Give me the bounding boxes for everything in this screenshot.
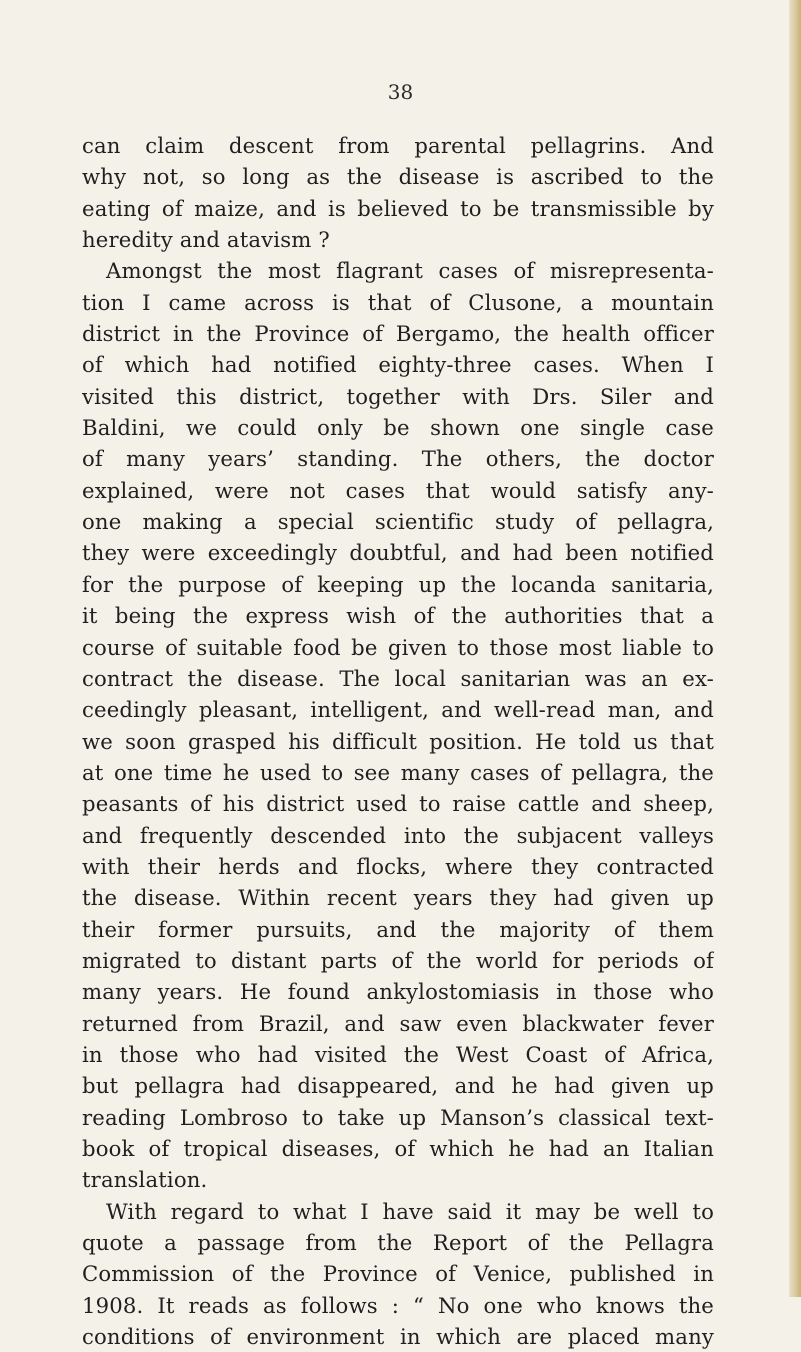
text-line: in those who had visited the West Coast of Africa,	[82, 1041, 714, 1067]
text-line: at one time he used to see many cases of pellagra, the	[82, 759, 714, 785]
text-line: district in the Province of Bergamo, the health officer	[82, 321, 714, 347]
text-line: but pellagra had disappeared, and he had given up	[82, 1073, 714, 1099]
text-line: contract the disease. The local sanitarian was an ex-	[82, 665, 714, 691]
text-line: can claim descent from parental pellagrins. And	[82, 133, 714, 158]
text-line: migrated to distant parts of the world for periods of	[82, 947, 714, 973]
page-number: 38	[387, 80, 414, 104]
text-line: conditions of environment in which are placed many	[82, 1324, 714, 1350]
text-line: returned from Brazil, and saw even blackwater fever	[82, 1010, 714, 1036]
text-line: their former pursuits, and the majority of them	[82, 916, 714, 942]
text-line: explained, were not cases that would satisfy any-	[82, 477, 714, 503]
text-line: reading Lombroso to take up Manson’s classical text-	[82, 1104, 714, 1130]
text-line: Baldini, we could only be shown one single case	[82, 415, 714, 441]
text-line: Commission of the Province of Venice, published in	[82, 1261, 714, 1287]
text-line: the disease. Within recent years they had given up	[82, 885, 714, 911]
body-text	[82, 130, 714, 1352]
text-line: Amongst the most flagrant cases of misrepresenta-	[106, 258, 714, 284]
text-line: 1908. It reads as follows : “ No one who knows the	[82, 1292, 714, 1318]
text-line: why not, so long as the disease is ascribed to the	[82, 164, 714, 190]
text-line: heredity and atavism ?	[82, 227, 330, 253]
text-line: we soon grasped his difficult position. He told us that	[82, 728, 714, 754]
text-line: for the purpose of keeping up the locanda sanitaria,	[82, 571, 714, 597]
text-line: eating of maize, and is believed to be transmissible by	[82, 195, 714, 221]
text-line: ceedingly pleasant, intelligent, and well-read man, and	[82, 697, 714, 723]
text-line: with their herds and flocks, where they contracted	[82, 853, 714, 879]
text-line: visited this district, together with Drs. Siler and	[82, 383, 714, 409]
page-edge	[789, 0, 801, 1297]
text-line: one making a special scientific study of pellagra,	[82, 509, 714, 535]
text-line: many years. He found ankylostomiasis in those who	[82, 979, 714, 1005]
text-line: they were exceedingly doubtful, and had been notified	[82, 540, 714, 566]
text-line: quote a passage from the Report of the Pellagra	[82, 1230, 714, 1256]
text-line: of many years’ standing. The others, the doctor	[82, 446, 714, 472]
text-line: peasants of his district used to raise cattle and sheep,	[82, 791, 714, 817]
text-line: course of suitable food be given to those most liable to	[82, 634, 714, 660]
text-line: tion I came across is that of Clusone, a mountain	[82, 289, 714, 315]
text-line: book of tropical diseases, of which he had an Italian	[82, 1136, 714, 1161]
text-line: of which had notified eighty-three cases. When I	[82, 352, 714, 378]
text-line: With regard to what I have said it may be well to	[106, 1198, 714, 1224]
text-line: it being the express wish of the authorities that a	[82, 603, 714, 629]
text-line: and frequently descended into the subjacent valleys	[82, 822, 714, 848]
text-line: translation.	[82, 1167, 208, 1193]
